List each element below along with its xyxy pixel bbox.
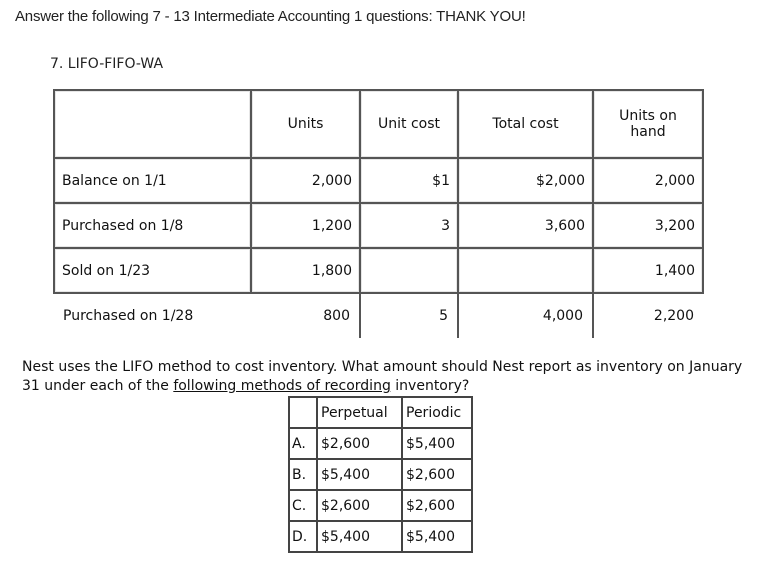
table-row (54, 203, 703, 248)
unit-cost-cell: 3 (360, 203, 458, 248)
periodic-value: $2,600 (402, 459, 472, 490)
row-label: Purchased on 1/8 (54, 203, 251, 248)
total-cost-cell: 3,600 (458, 203, 593, 248)
units-cell: 2,000 (251, 158, 360, 203)
inventory-table (53, 89, 704, 338)
table-header-row (54, 90, 703, 158)
periodic-value: $5,400 (402, 521, 472, 552)
table-row (54, 158, 703, 203)
header-cell: Unit cost (360, 90, 458, 158)
header-cell (289, 397, 317, 428)
periodic-value: $5,400 (402, 428, 472, 459)
table-row (54, 293, 703, 338)
table-row (54, 248, 703, 293)
option-letter: C. (289, 490, 317, 521)
answer-option-a[interactable] (289, 428, 472, 459)
on-hand-cell: 2,200 (653, 308, 694, 324)
question-text-part: inventory? (390, 378, 470, 394)
answer-option-c[interactable] (289, 490, 472, 521)
total-cost-cell: 4,000 (458, 293, 593, 338)
header-cell: Units on hand (593, 90, 703, 158)
header-cell: Perpetual (317, 397, 402, 428)
unit-cost-cell (360, 248, 458, 293)
perpetual-value: $2,600 (317, 490, 402, 521)
answer-option-d[interactable] (289, 521, 472, 552)
on-hand-cell: 1,400 (593, 248, 703, 293)
perpetual-value: $5,400 (317, 521, 402, 552)
question-heading: 7. LIFO-FIFO-WA (50, 56, 164, 72)
header-cell: Periodic (402, 397, 472, 428)
row-label: Sold on 1/23 (54, 248, 251, 293)
perpetual-value: $2,600 (317, 428, 402, 459)
units-cell: 800 (251, 293, 360, 338)
question-text-underlined: following methods of recording (173, 378, 391, 394)
perpetual-value: $5,400 (317, 459, 402, 490)
unit-cost-cell: 5 (360, 293, 458, 338)
total-cost-cell (458, 248, 593, 293)
answer-option-b[interactable] (289, 459, 472, 490)
periodic-value: $2,600 (402, 490, 472, 521)
option-letter: D. (289, 521, 317, 552)
row-label: Purchased on 1/28 (63, 308, 194, 324)
on-hand-cell: 3,200 (593, 203, 703, 248)
on-hand-cell: 2,000 (593, 158, 703, 203)
units-cell: 1,200 (251, 203, 360, 248)
units-cell: 1,800 (251, 248, 360, 293)
header-cell: Total cost (458, 90, 593, 158)
unit-cost-cell: $1 (360, 158, 458, 203)
answer-header-row (289, 397, 472, 428)
header-cell (54, 90, 251, 158)
answer-choices-table (288, 396, 473, 553)
question-text (22, 358, 752, 396)
header-cell: Units (251, 90, 360, 158)
row-label: Balance on 1/1 (54, 158, 251, 203)
option-letter: A. (289, 428, 317, 459)
page-title: Answer the following 7 - 13 Intermediate Accounting 1 questions: THANK YOU! (15, 8, 526, 25)
question-text-part: Nest uses the LIFO method to cost inventory. What amount should Nest report as inventory on January 31 under each of the (22, 359, 743, 394)
option-letter: B. (289, 459, 317, 490)
total-cost-cell: $2,000 (458, 158, 593, 203)
